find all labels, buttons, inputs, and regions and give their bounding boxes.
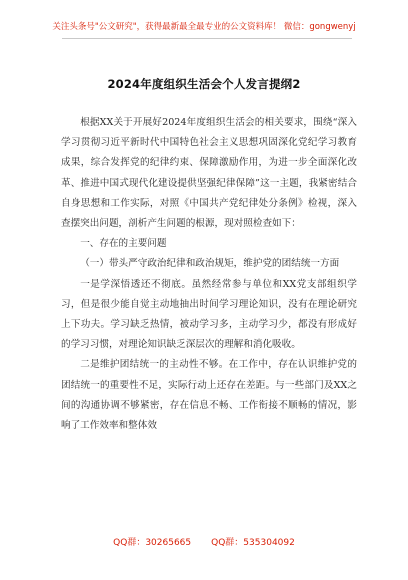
subsection-heading-discipline: （一）带头严守政治纪律和政治规矩，维护党的团结统一方面	[80, 258, 340, 270]
footer-qq-group-2: QQ群：535304092	[211, 538, 295, 548]
document-title: 2024年度组织生活会个人发言提纲2	[107, 77, 301, 91]
header-divider	[62, 38, 352, 39]
footer-contacts	[0, 535, 408, 548]
document-body	[61, 113, 357, 436]
paragraph-intro: 根据XX关于开展好2024年度组织生活会的相关要求，围绕“深入学习贯彻习近平新时代中国特色社会主义思想巩固深化党纪学习教育成果，综合发挥党的纪律约束、保障激励作用，为进一步全面深化改革、推进中国式现代化建设提供坚强纪律保障”这一主题，我紧密结合自身思想和工作实际，对照《中国共产党纪律处分条例》检视，深入查摆突出问题，剖析产生问题的根源，现对照检查如下：	[61, 117, 357, 230]
footer-qq-group-1: QQ群：30265665	[113, 538, 192, 548]
section-heading-problems: 一、存在的主要问题	[80, 238, 167, 250]
paragraph-point-one: 一是学深悟透还不彻底。虽然经常参与单位和XX党支部组织学习，但是很少能自觉主动地抽出时间学习理论知识，没有在理论研究上下功夫。学习缺乏热情，被动学习多，主动学习少，都没有形成好的学习习惯，对理论知识缺乏深层次的理解和消化吸收。	[61, 278, 357, 351]
header-promo-banner: 关注头条号"公文研究"，获得最新最全最专业的公文资料库！ 微信：gongwenyj	[52, 22, 356, 32]
paragraph-point-two: 二是维护团结统一的主动性不够。在工作中，存在认识维护党的团结统一的重要性不足，实际行动上还存在差距。与一些部门及XX之间的沟通协调不够紧密，存在信息不畅、工作衔接不顺畅的情况，影响了工作效率和整体效	[61, 359, 357, 432]
